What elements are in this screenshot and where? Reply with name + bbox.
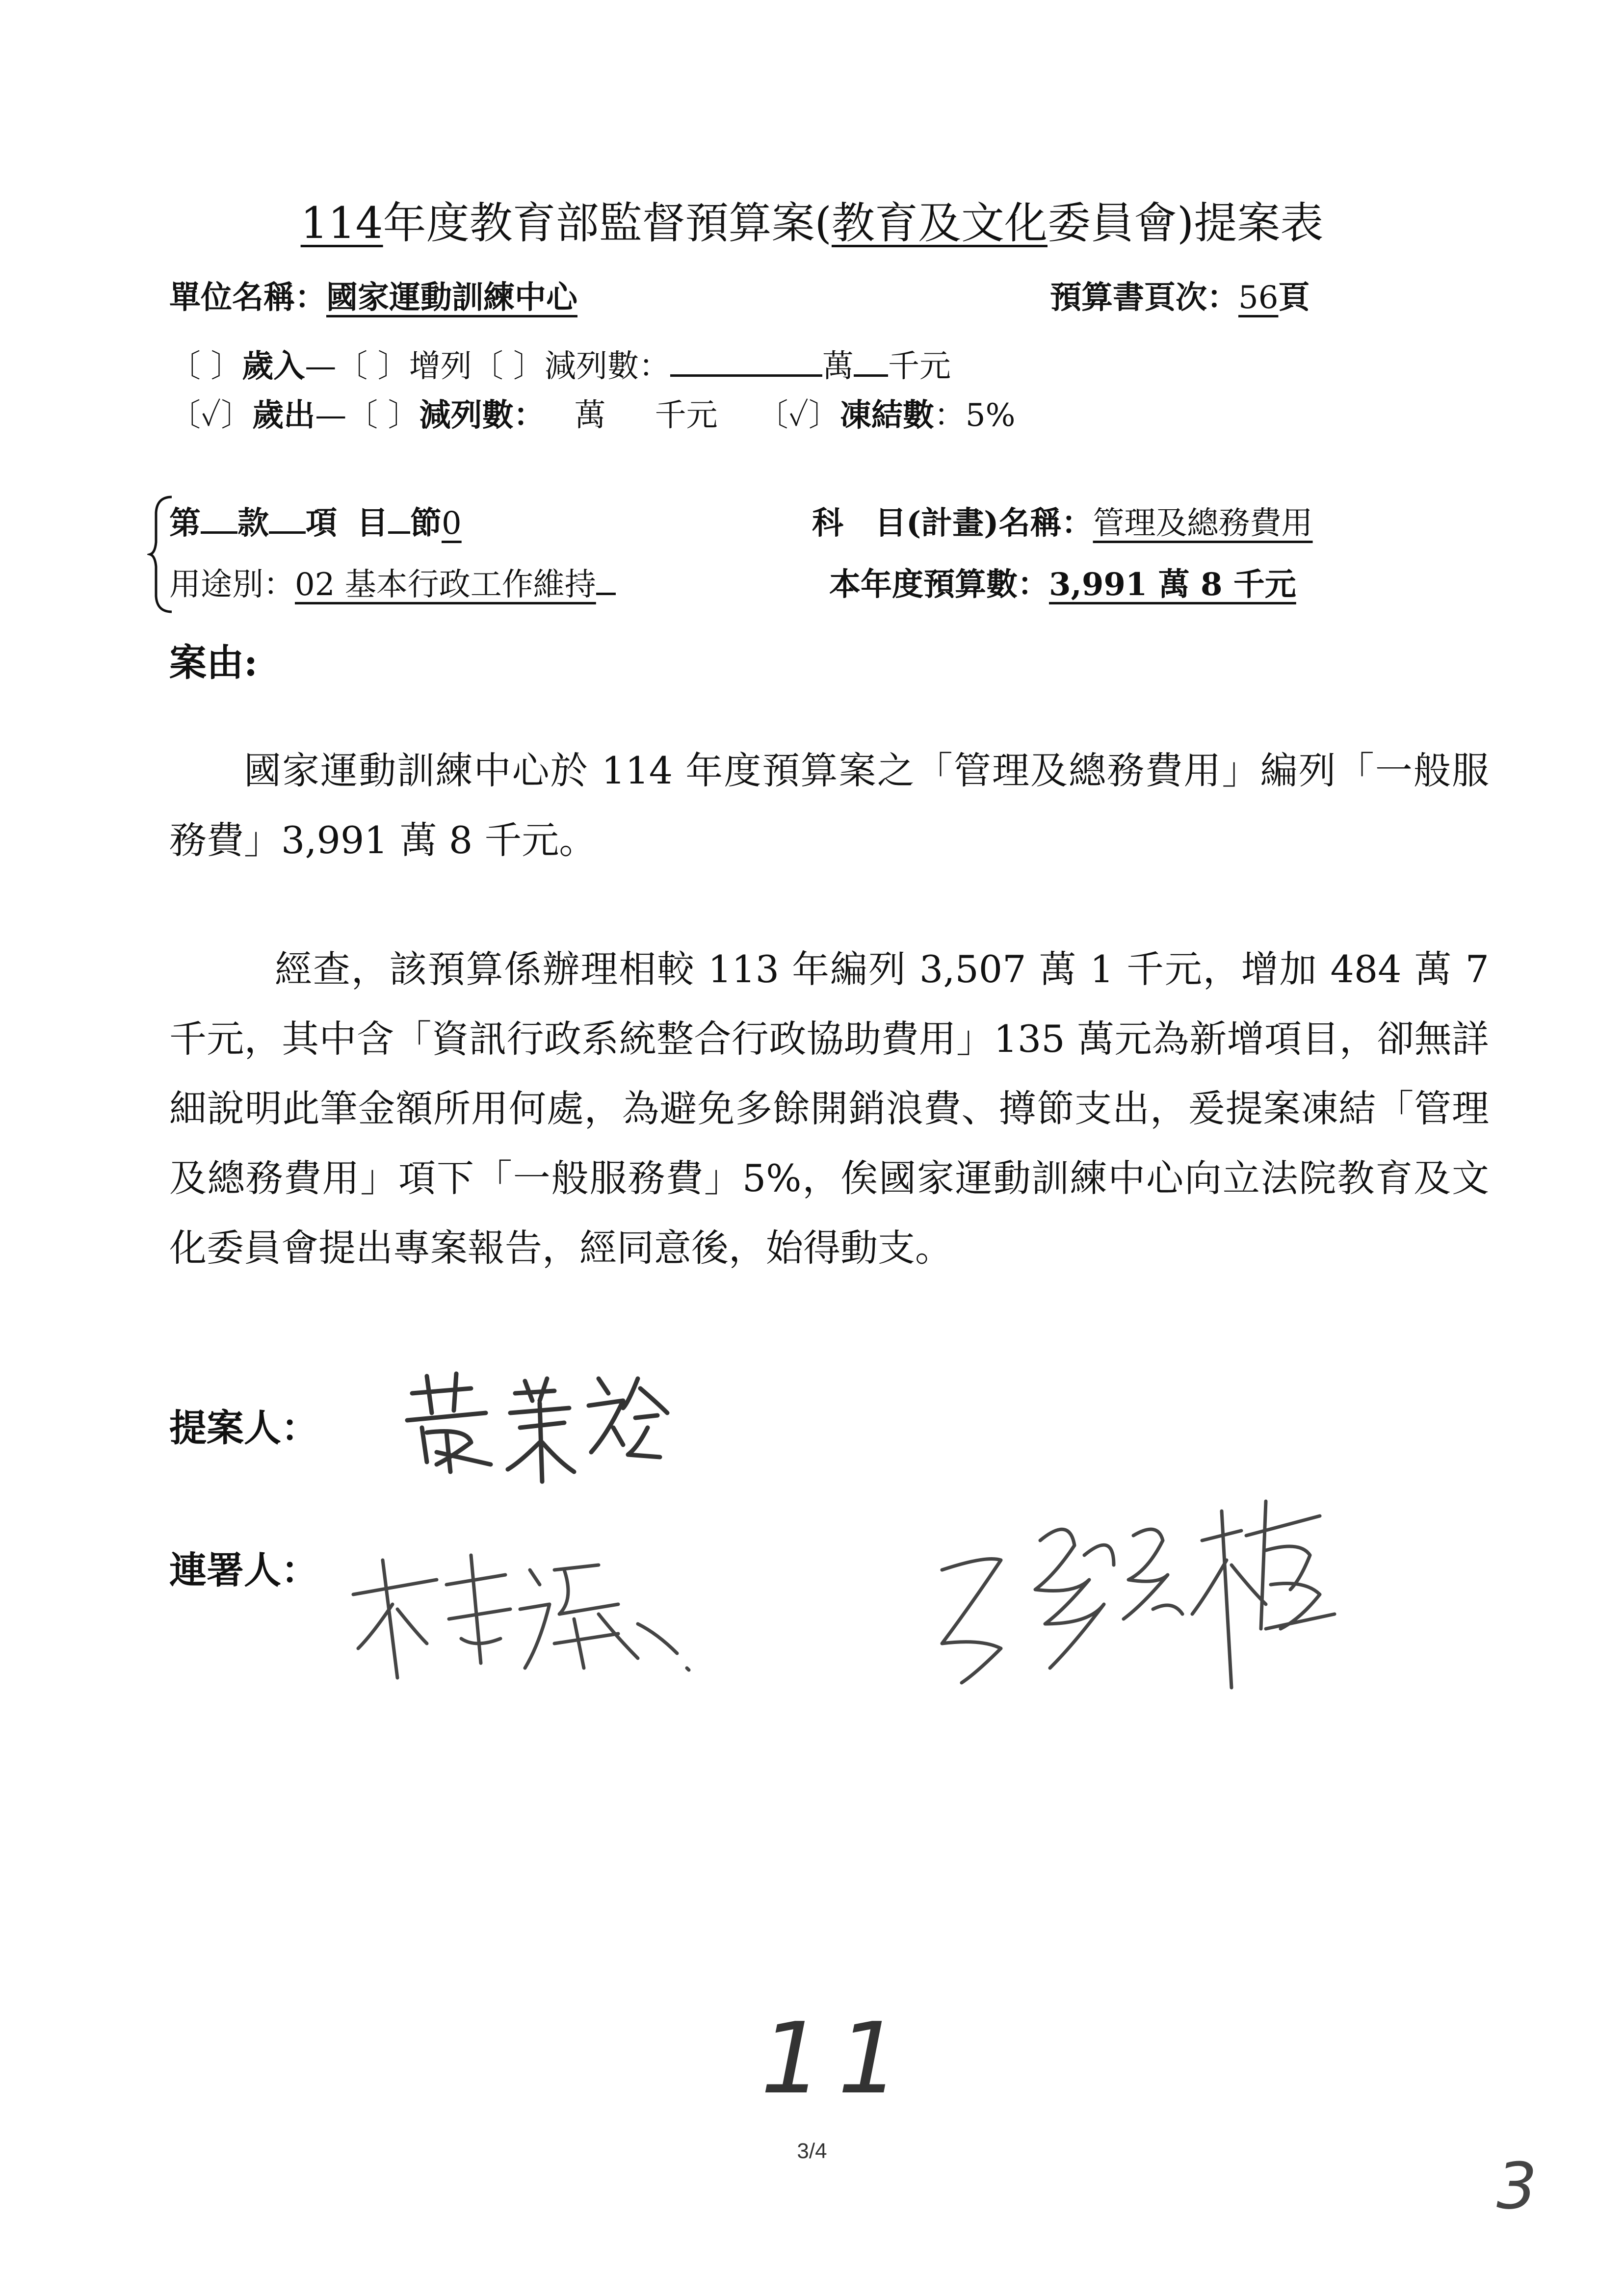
paragraph-2: 經查，該預算係辦理相較 113 年編列 3,507 萬 1 千元，增加 484 萬 7 千元，其中含「資訊行政系統整合行政協助費用」135 萬元為新增項目，卻無詳細說明此筆金額所用何處，為避免多餘開銷浪費、撙節支出，爰提案凍結「管理及總務費用」項下「一般服務費」5%，俟國家運動訓練中心向立法院教育及文化委員會提出專案報告，經同意後，始得動支。	[169, 947, 1489, 1270]
unit-value: 國家運動訓練中心	[326, 279, 577, 316]
expense-dash: —	[315, 397, 347, 434]
handwritten-mark	[760, 2002, 915, 2116]
revenue-line	[169, 341, 951, 386]
cosigner-signature-1	[343, 1540, 716, 1690]
expense-check: 〔✓〕	[169, 397, 253, 434]
freeze-value: ：5%	[934, 397, 1016, 434]
page-ref-label: 預算書頁次：	[1050, 279, 1238, 316]
proposer-label: 提案人：	[169, 1406, 318, 1450]
unit-label: 單位名稱：	[169, 279, 326, 316]
revenue-wan: 萬	[822, 348, 854, 385]
revenue-dash: —	[305, 348, 337, 385]
section-mu: 目	[357, 505, 388, 542]
subject-row	[812, 498, 1313, 543]
expense-qian: 千元	[655, 397, 718, 434]
revenue-qian: 千元	[888, 348, 951, 385]
section-xiang: 項	[306, 505, 337, 542]
section-jie-value: 0	[442, 505, 462, 542]
revenue-add-label: 增列	[409, 348, 472, 385]
page-ref-suffix: 頁	[1278, 279, 1310, 316]
kuan-blank	[201, 526, 237, 534]
paragraph-1: 國家運動訓練中心於 114 年度預算案之「管理及總務費用」編列「一般服務費」3,991 萬 8 千元。	[169, 749, 1489, 862]
section-kuan: 款	[237, 505, 269, 542]
xiang-blank	[269, 526, 306, 534]
subject-label: 科 目(計畫)名稱：	[812, 505, 1093, 542]
purpose-label: 用途別：	[169, 567, 295, 603]
expense-line	[169, 390, 1015, 435]
revenue-reduce-check: 〔 〕	[471, 348, 545, 385]
title-year: 114	[300, 198, 383, 248]
revenue-check: 〔 〕	[169, 348, 242, 385]
cosigner-label: 連署人：	[169, 1548, 318, 1592]
budget-label: 本年度預算數：	[829, 566, 1049, 603]
title-committee: 教育及文化	[831, 198, 1048, 248]
budget-row	[829, 559, 1296, 604]
title-pre: 年度教育部監督預算案(	[383, 198, 832, 248]
freeze-label: 凍結數	[839, 397, 934, 434]
revenue-label: 歲入	[242, 348, 305, 385]
revenue-wan-blank	[670, 369, 822, 377]
revenue-reduce-label: 減列數：	[545, 348, 671, 385]
handwritten-mark-text: 11	[760, 2002, 915, 2116]
section-jie: 節	[410, 505, 442, 542]
page-ref-value: 56	[1238, 280, 1279, 316]
document-title	[0, 189, 1624, 251]
mu-blank	[388, 526, 410, 534]
title-post: 委員會)提案表	[1047, 198, 1324, 248]
unit-row	[169, 272, 577, 317]
budget-value: 3,991 萬 8 千元	[1049, 566, 1296, 603]
purpose-tail	[596, 588, 616, 595]
purpose-row	[169, 559, 616, 604]
section-di: 第	[169, 505, 201, 542]
section-row	[169, 498, 462, 543]
proposer-signature	[393, 1359, 687, 1488]
purpose-value: 02 基本行政工作維持	[295, 567, 596, 603]
page-number: 3/4	[797, 2139, 827, 2163]
reason-label: 案由:	[169, 641, 258, 684]
expense-reduce-check: 〔 〕	[346, 397, 419, 434]
expense-reduce-label: 減列數：	[419, 397, 545, 434]
expense-label: 歲出	[252, 397, 315, 434]
corner-mark: 3	[1496, 2149, 1537, 2223]
freeze-check: 〔✓〕	[757, 397, 840, 434]
revenue-qian-blank	[854, 369, 888, 377]
page-ref-row	[1050, 272, 1310, 317]
cosigner-signature-2	[927, 1482, 1369, 1709]
subject-value: 管理及總務費用	[1093, 505, 1313, 542]
revenue-add-check: 〔 〕	[336, 348, 409, 385]
expense-wan: 萬	[574, 397, 606, 434]
